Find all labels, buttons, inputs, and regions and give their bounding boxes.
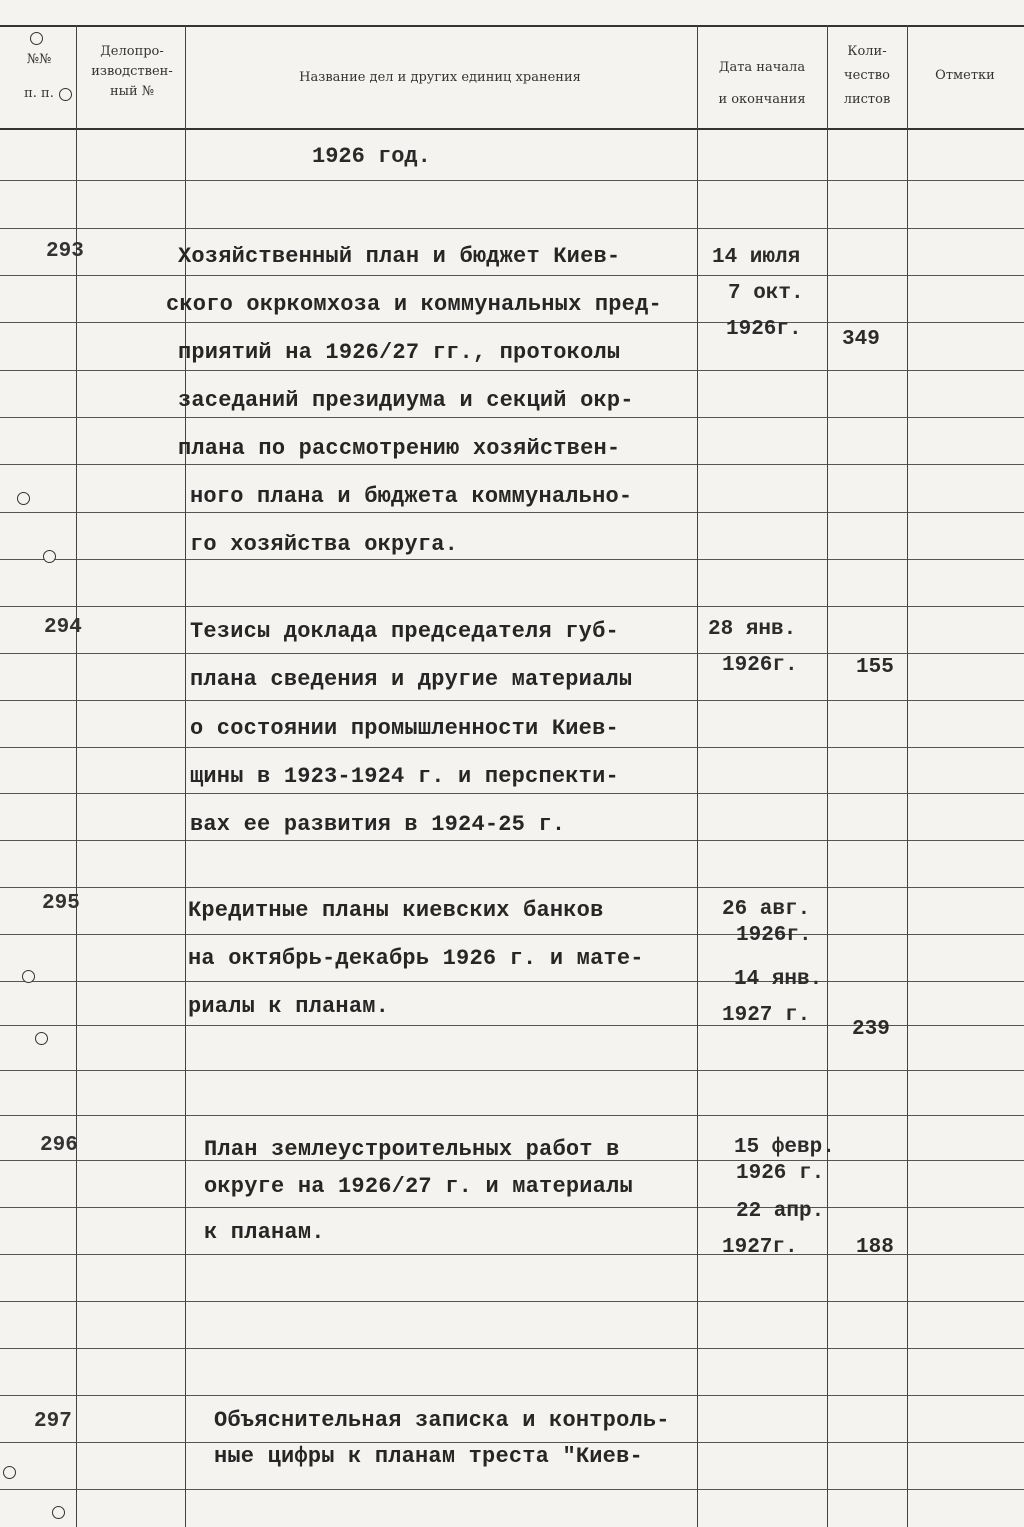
- ruled-line: [0, 1489, 1024, 1490]
- binding-hole: [52, 1506, 65, 1519]
- entry-number: 294: [44, 616, 82, 639]
- entry-sheet-count: 349: [842, 328, 880, 351]
- ruled-line: [0, 275, 1024, 276]
- entry-date: 15 февр.: [734, 1136, 835, 1159]
- ruled-line: [0, 887, 1024, 888]
- entry-date: 1926г.: [736, 924, 812, 947]
- entry-title-line: вах ее развития в 1924-25 г.: [190, 812, 566, 837]
- ruled-line: [0, 653, 1024, 654]
- entry-date: 1926г.: [722, 654, 798, 677]
- binding-hole: [3, 1466, 16, 1479]
- entry-title-line: Кредитные планы киевских банков: [188, 898, 604, 923]
- entry-title-line: к планам.: [204, 1220, 325, 1245]
- entry-title-line: плана сведения и другие материалы: [190, 667, 633, 692]
- entry-title-line: ного плана и бюджета коммунально-: [190, 484, 633, 509]
- ruled-line: [0, 793, 1024, 794]
- ruled-line: [0, 1207, 1024, 1208]
- ruled-line: [0, 747, 1024, 748]
- year-heading: 1926 год.: [312, 144, 431, 169]
- entry-date: 1927г.: [722, 1236, 798, 1259]
- ruled-line: [0, 981, 1024, 982]
- entry-date: 1927 г.: [722, 1004, 811, 1027]
- column-divider: [697, 25, 698, 1527]
- ruled-line: [0, 512, 1024, 513]
- entry-number: 296: [40, 1134, 78, 1157]
- ruled-line: [0, 417, 1024, 418]
- entry-date: 7 окт.: [728, 282, 804, 305]
- entry-title-line: ные цифры к планам треста "Киев-: [214, 1444, 643, 1469]
- binding-hole: [30, 32, 43, 45]
- entry-title-line: го хозяйства округа.: [190, 532, 459, 557]
- entry-date: 1926 г.: [736, 1162, 825, 1185]
- ruled-line: [0, 606, 1024, 607]
- entry-number: 293: [46, 240, 84, 263]
- entry-sheet-count: 188: [856, 1236, 894, 1259]
- ruled-line: [0, 228, 1024, 229]
- ruled-line: [0, 934, 1024, 935]
- entry-title-line: о состоянии промышленности Киев-: [190, 716, 619, 741]
- entry-date: 28 янв.: [708, 618, 797, 641]
- ruled-line: [0, 322, 1024, 323]
- header-col-dates: Дата начала и окончания: [718, 60, 806, 107]
- ruled-line: [0, 1301, 1024, 1302]
- ruled-line: [0, 1395, 1024, 1396]
- entry-title-line: щины в 1923-1924 г. и перспекти-: [190, 764, 619, 789]
- entry-title-line: округе на 1926/27 г. и материалы: [204, 1174, 633, 1199]
- entry-title-line: риалы к планам.: [188, 994, 390, 1019]
- entry-title-line: приятий на 1926/27 гг., протоколы: [178, 340, 621, 365]
- entry-title-line: План землеустроительных работ в: [204, 1137, 620, 1162]
- ruled-line: [0, 370, 1024, 371]
- binding-hole: [17, 492, 30, 505]
- ruled-line: [0, 180, 1024, 181]
- header-col-notes: Отметки: [935, 68, 995, 83]
- entry-date: 22 апр.: [736, 1200, 825, 1223]
- column-divider: [907, 25, 908, 1527]
- header-col-title: Название дел и других единиц хранения: [299, 70, 581, 85]
- ruled-line: [0, 1348, 1024, 1349]
- entry-date: 26 авг.: [722, 898, 811, 921]
- ruled-line: [0, 1115, 1024, 1116]
- entry-date: 14 июля: [712, 246, 801, 269]
- entry-number: 297: [34, 1410, 72, 1433]
- ruled-line: [0, 559, 1024, 560]
- entry-title-line: Объяснительная записка и контроль-: [214, 1408, 670, 1433]
- entry-title-line: ского окркомхоза и коммунальных пред-: [166, 292, 662, 317]
- ruled-line: [0, 1442, 1024, 1443]
- entry-sheet-count: 239: [852, 1018, 890, 1041]
- entry-date: 1926г.: [726, 318, 802, 341]
- header-top-rule: [0, 25, 1024, 27]
- ruled-line: [0, 700, 1024, 701]
- entry-title-line: заседаний президиума и секций окр-: [178, 388, 634, 413]
- entry-title-line: Хозяйственный план и бюджет Киев-: [178, 244, 621, 269]
- entry-title-line: Тезисы доклада председателя губ-: [190, 619, 619, 644]
- header-col-sheets: Коли- чество листов: [843, 44, 891, 107]
- column-divider: [827, 25, 828, 1527]
- entry-number: 295: [42, 892, 80, 915]
- entry-title-line: на октябрь-декабрь 1926 г. и мате-: [188, 946, 644, 971]
- ruled-line: [0, 840, 1024, 841]
- ruled-line: [0, 464, 1024, 465]
- ruled-line: [0, 1070, 1024, 1071]
- entry-sheet-count: 155: [856, 656, 894, 679]
- binding-hole: [43, 550, 56, 563]
- entry-title-line: плана по рассмотрению хозяйствен-: [178, 436, 621, 461]
- header-col-office-number: Делопро- изводствен- ный №: [91, 44, 173, 99]
- binding-hole: [35, 1032, 48, 1045]
- binding-hole: [22, 970, 35, 983]
- header-bottom-rule: [0, 128, 1024, 130]
- entry-date: 14 янв.: [734, 968, 823, 991]
- header-col-number: №№ п. п.: [24, 52, 54, 101]
